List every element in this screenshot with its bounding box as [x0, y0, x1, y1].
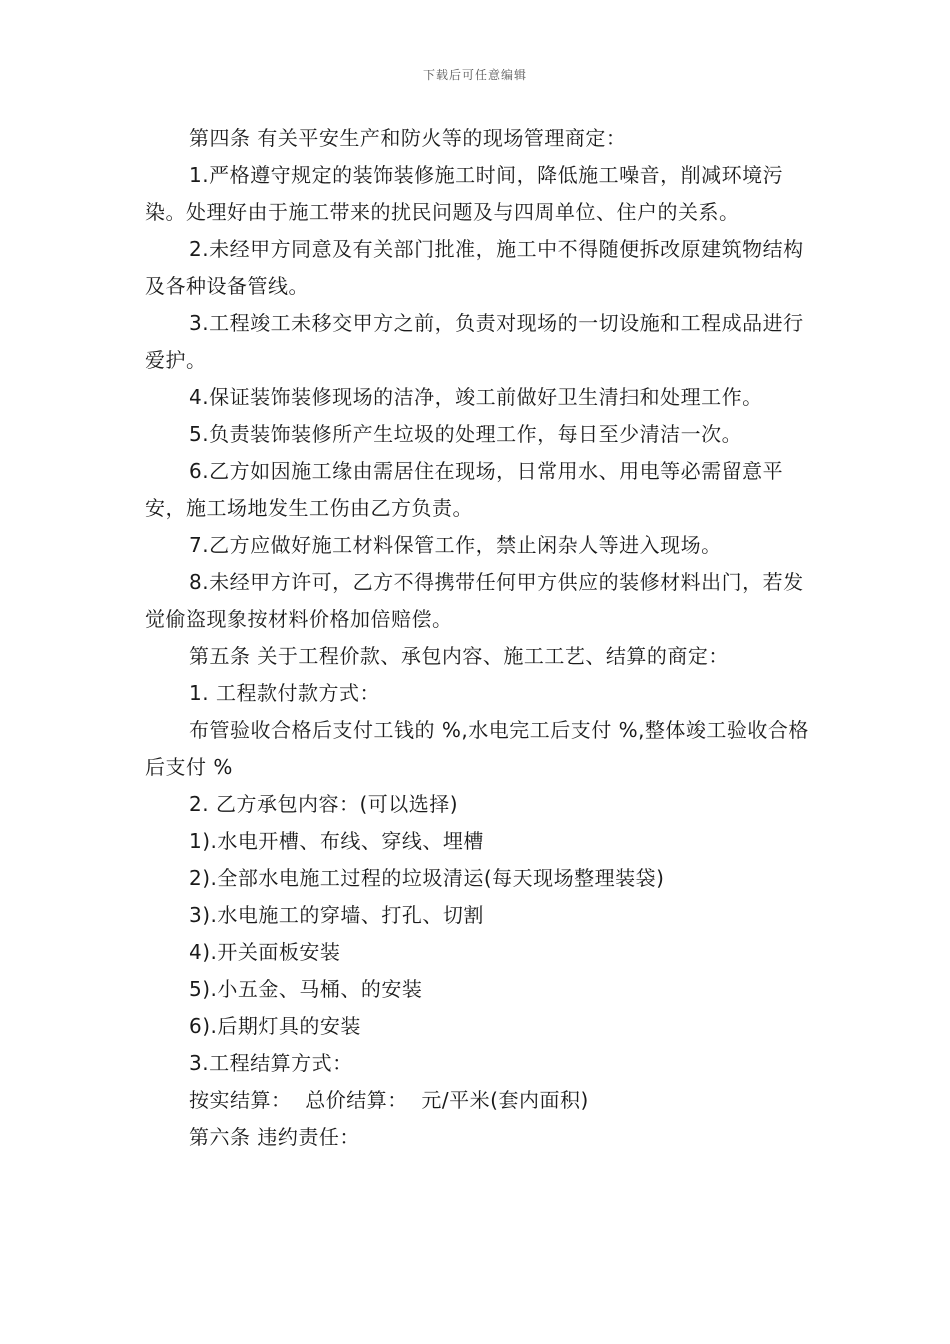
scope-item-1: 1).水电开槽、布线、穿线、埋槽 — [189, 829, 484, 853]
article-4-item-2: 2.未经甲方同意及有关部门批准，施工中不得随便拆改原建筑物结构及各种设备管线。 — [145, 237, 804, 298]
article-4-heading: 第四条 有关平安生产和防火等的现场管理商定： — [189, 126, 627, 150]
article-5-heading: 第五条 关于工程价款、承包内容、施工工艺、结算的商定： — [189, 644, 729, 668]
article-4-item-3: 3.工程竣工未移交甲方之前，负责对现场的一切设施和工程成品进行爱护。 — [145, 311, 804, 372]
scope-item-2: 2).全部水电施工过程的垃圾清运(每天现场整理装袋) — [189, 866, 665, 890]
document-body — [145, 120, 817, 1156]
payment-method-text: 布管验收合格后支付工钱的 %,水电完工后支付 %,整体竣工验收合格后支付 % — [145, 718, 809, 779]
settlement-method-heading: 3.工程结算方式： — [189, 1051, 353, 1075]
scope-item-3: 3).水电施工的穿墙、打孔、切割 — [189, 903, 484, 927]
settlement-method-text: 按实结算： 总价结算： 元/平米(套内面积) — [189, 1088, 589, 1112]
article-4-item-1: 1.严格遵守规定的装饰装修施工时间，降低施工噪音，削减环境污染。处理好由于施工带来的扰民问题及与四周单位、住户的关系。 — [145, 163, 784, 224]
page-header: 下载后可任意编辑 — [422, 68, 527, 82]
article-4-item-4: 4.保证装饰装修现场的洁净，竣工前做好卫生清扫和处理工作。 — [189, 385, 763, 409]
scope-item-4: 4).开关面板安装 — [189, 940, 341, 964]
article-4-item-5: 5.负责装饰装修所产生垃圾的处理工作，每日至少清洁一次。 — [189, 422, 743, 446]
contract-scope-heading: 2. 乙方承包内容：(可以选择) — [189, 792, 459, 816]
article-4-item-7: 7.乙方应做好施工材料保管工作，禁止闲杂人等进入现场。 — [189, 533, 722, 557]
scope-item-6: 6).后期灯具的安装 — [189, 1014, 361, 1038]
article-6-heading: 第六条 违约责任： — [189, 1125, 360, 1149]
payment-method-heading: 1. 工程款付款方式： — [189, 681, 380, 705]
article-4-item-8: 8.未经甲方许可，乙方不得携带任何甲方供应的装修材料出门，若发觉偷盗现象按材料价格加倍赔偿。 — [145, 570, 804, 631]
article-4-item-6: 6.乙方如因施工缘由需居住在现场，日常用水、用电等必需留意平安，施工场地发生工伤由乙方负责。 — [145, 459, 784, 520]
scope-item-5: 5).小五金、马桶、的安装 — [189, 977, 423, 1001]
